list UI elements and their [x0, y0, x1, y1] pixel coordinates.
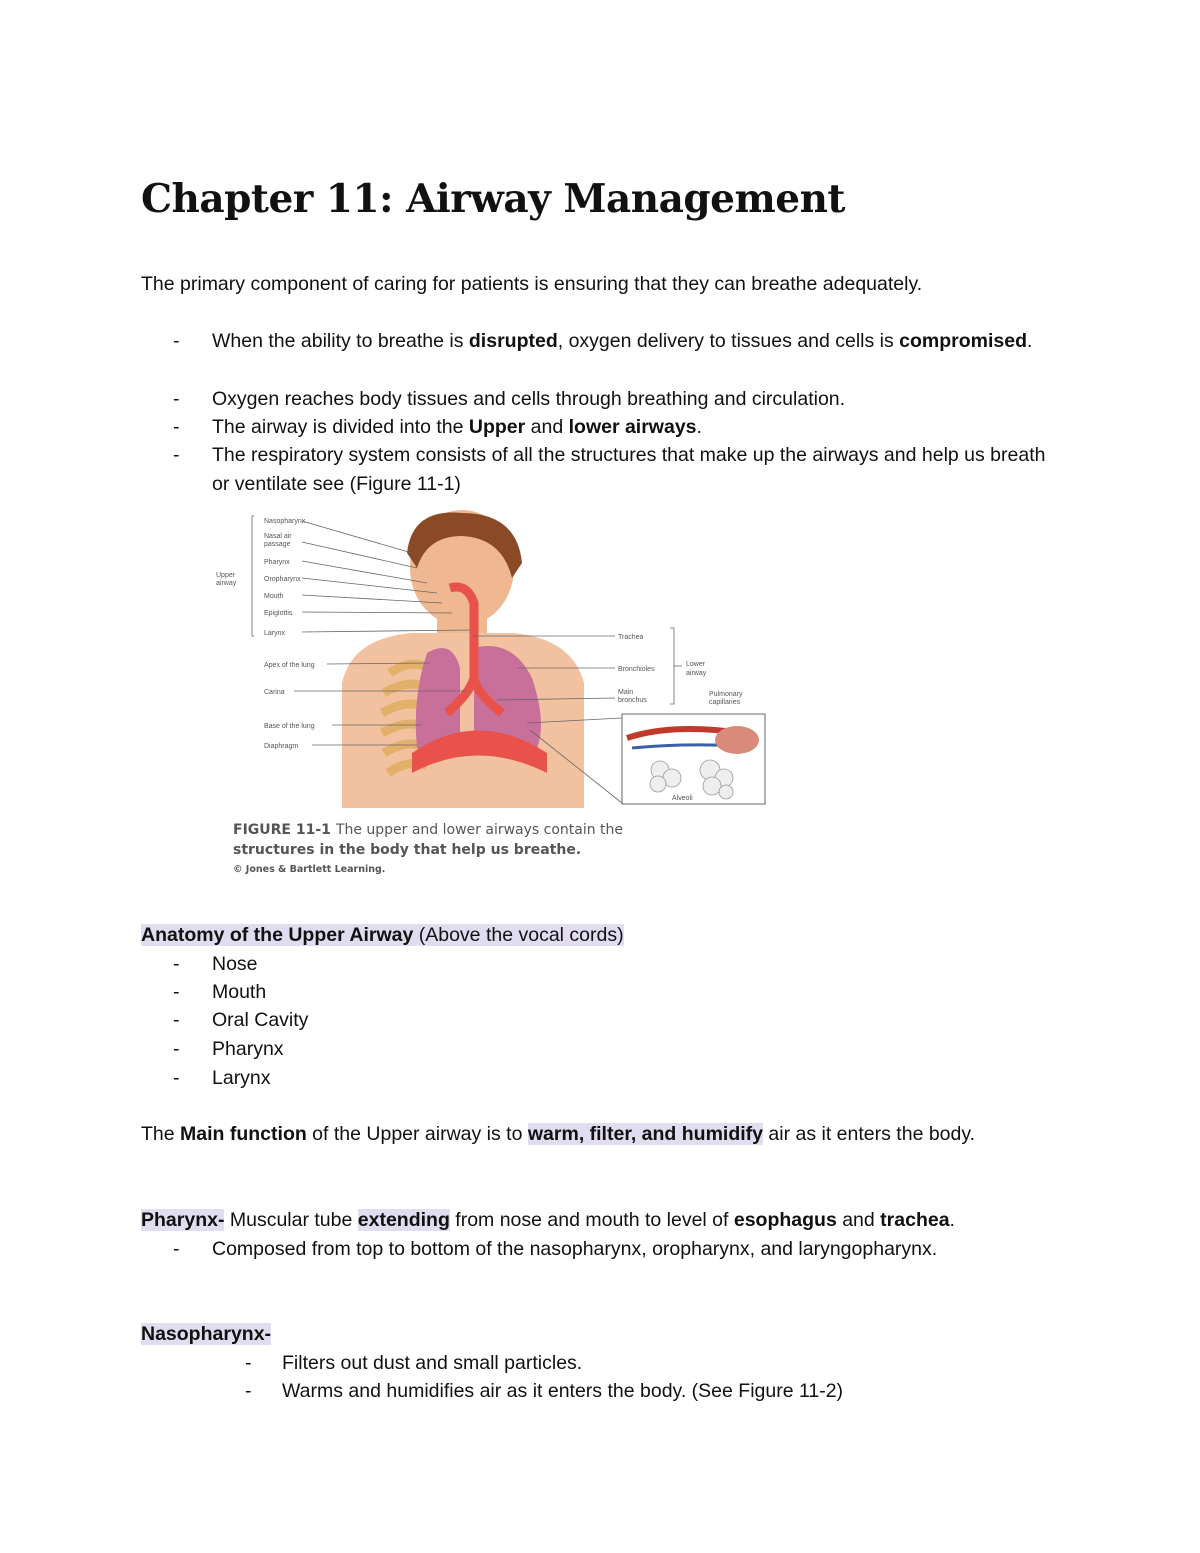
bullet-text: Warms and humidifies air as it enters the body. (See Figure 11-2): [282, 1380, 844, 1402]
figure-caption-line2: structures in the body that help us breathe.: [233, 842, 582, 858]
main-function-paragraph: The Main function of the Upper airway is to warm, filter, and humidify air as it enters the body.: [141, 1123, 976, 1145]
bold-term: lower airways: [568, 416, 697, 438]
figure-credit: © Jones & Bartlett Learning.: [233, 864, 386, 875]
label-epiglottis: Epiglottis: [264, 610, 293, 617]
nasopharynx-heading: [141, 1320, 1061, 1349]
right-labels: [618, 634, 743, 706]
label-larynx: Larynx: [264, 630, 286, 637]
bullet-text: Larynx: [212, 1067, 271, 1089]
bullet-text: Filters out dust and small particles.: [282, 1352, 583, 1374]
page-title: Chapter 11: Airway Management: [141, 176, 845, 222]
bullet-text: The airway is divided into the Upper and lower airways.: [212, 416, 702, 438]
bullet-dash: -: [173, 953, 180, 975]
left-labels: [216, 518, 315, 750]
label-trachea: Trachea: [618, 634, 644, 641]
bullet-dash: -: [173, 330, 180, 352]
bullet-text: The respiratory system consists of all the structures that make up the airways and help us breath or ventilate see (Figure 11-1): [212, 444, 1046, 495]
bold-term: Main function: [180, 1123, 307, 1145]
bullet-dash: -: [173, 1009, 180, 1031]
bullet-dash: -: [173, 444, 180, 466]
bold-term: trachea: [880, 1209, 950, 1231]
bullet-dash: -: [173, 981, 180, 1003]
label-nasal-air: Nasal air: [264, 533, 292, 540]
label-pharynx: Pharynx: [264, 559, 290, 566]
term-nasopharynx: Nasopharynx-: [141, 1323, 272, 1345]
bold-term: compromised: [899, 330, 1028, 352]
label-upper: Upper: [216, 572, 236, 579]
label-capillaries: capillaries: [709, 699, 741, 706]
bullet-text: Mouth: [212, 981, 267, 1003]
bullet-text: Oxygen reaches body tissues and cells through breathing and circulation.: [212, 388, 846, 410]
label-pulmonary: Pulmonary: [709, 691, 743, 698]
intro-paragraph: The primary component of caring for patients is ensuring that they can breathe adequately.: [141, 273, 923, 295]
bullet-dash: -: [173, 388, 180, 410]
figure-caption-line1: FIGURE 11-1 The upper and lower airways contain the: [233, 822, 624, 838]
bullet-dash: -: [173, 416, 180, 438]
bullet-text: When the ability to breathe is disrupted, oxygen delivery to tissues and cells is compromised.: [212, 330, 1033, 352]
bullet-dash: -: [173, 1038, 180, 1060]
bullet-dash: -: [173, 1067, 180, 1089]
torso-shape: [342, 633, 584, 808]
label-nasopharynx: Nasopharynx: [264, 518, 306, 525]
bullet-dash: -: [173, 1238, 180, 1260]
figure-11-1-illustration: [212, 508, 777, 880]
bullet-dash: -: [245, 1352, 252, 1374]
label-alveoli: Alveoli: [672, 795, 693, 802]
label-mouth: Mouth: [264, 593, 284, 600]
label-diaphragm: Diaphragm: [264, 743, 299, 750]
term-pharynx: Pharynx-: [141, 1209, 225, 1231]
figure-number: FIGURE 11-1: [233, 822, 331, 838]
highlight-term: extending: [357, 1209, 450, 1231]
label-oropharynx: Oropharynx: [264, 576, 301, 583]
label-base-lung: Base of the lung: [264, 723, 315, 730]
capillary-cluster: [715, 726, 759, 754]
label-airway: airway: [216, 580, 237, 587]
highlight-term: warm, filter, and humidify: [527, 1123, 763, 1145]
label-lower-airway: airway: [686, 670, 707, 677]
bullet-text: Pharynx: [212, 1038, 284, 1060]
bullet-dash: -: [245, 1380, 252, 1402]
bullet-text: Nose: [212, 953, 258, 975]
label-passage: passage: [264, 541, 291, 548]
bold-term: esophagus: [733, 1209, 837, 1231]
label-carina: Carina: [264, 689, 285, 696]
label-lower: Lower: [686, 661, 706, 668]
bullet-text: Composed from top to bottom of the nasopharynx, oropharynx, and laryngopharynx.: [212, 1238, 938, 1260]
label-apex-lung: Apex of the lung: [264, 662, 315, 669]
heading-term: Anatomy of the Upper Airway: [141, 924, 414, 946]
label-bronchus: bronchus: [618, 697, 647, 704]
label-main: Main: [618, 689, 634, 696]
pharynx-paragraph: Pharynx- Muscular tube extending from nose and mouth to level of esophagus and trachea.: [141, 1209, 955, 1231]
section-heading-upper-airway: Anatomy of the Upper Airway (Above the vocal cords): [141, 924, 624, 946]
bold-term: disrupted: [468, 330, 558, 352]
bullet-text: Oral Cavity: [212, 1009, 309, 1031]
label-bronchioles: Bronchioles: [618, 666, 655, 673]
bold-term: Upper: [468, 416, 526, 438]
